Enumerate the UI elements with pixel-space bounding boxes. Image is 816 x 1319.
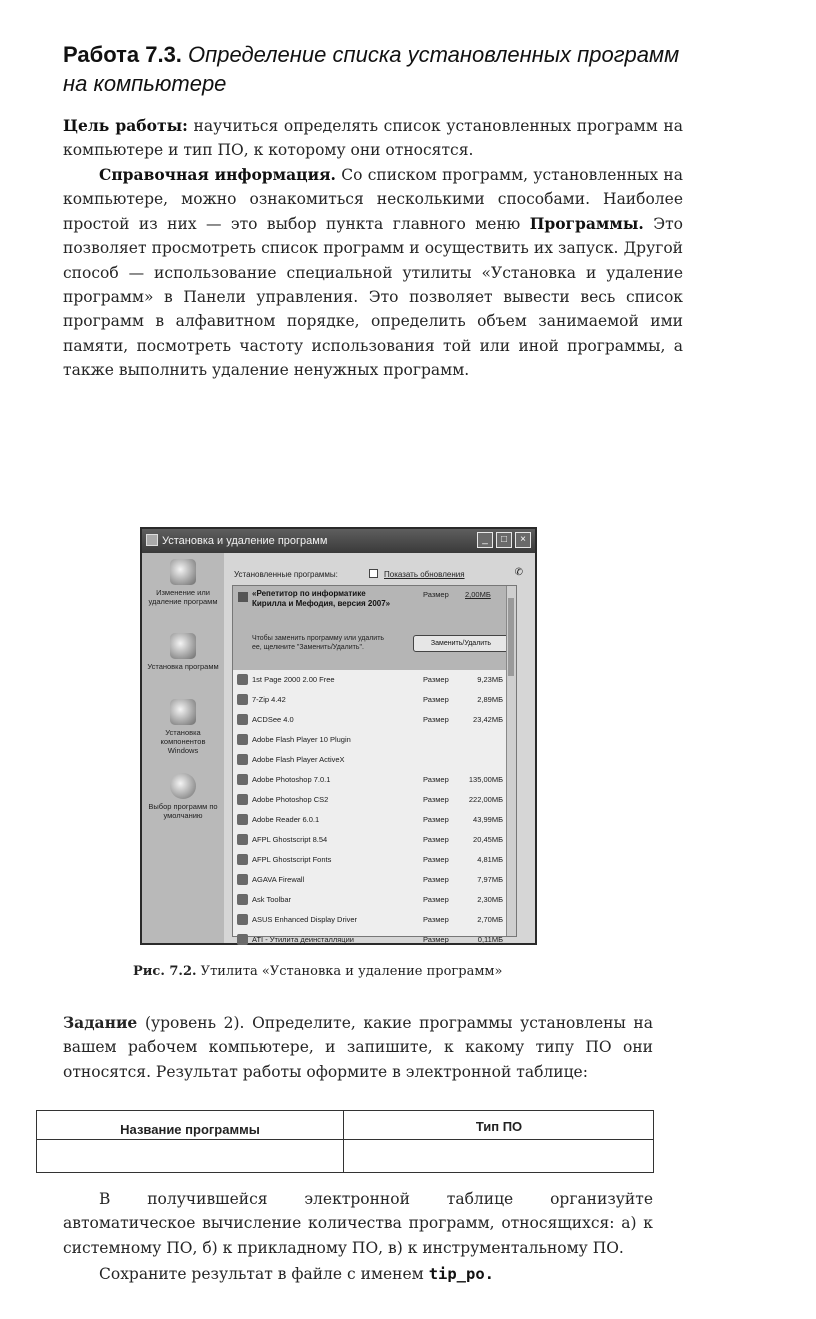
program-size-label: Размер	[423, 875, 449, 884]
figure-caption	[133, 964, 503, 979]
program-size-label: Размер	[423, 815, 449, 824]
program-size: 2,70МБ	[477, 915, 503, 924]
program-size-label: Размер	[423, 895, 449, 904]
program-name: Adobe Flash Player 10 Plugin	[252, 735, 351, 744]
program-icon	[237, 734, 248, 745]
sidebar-item-label: Выбор программ по умолчанию	[148, 802, 218, 820]
program-icon	[237, 714, 248, 725]
program-icon	[237, 674, 248, 685]
goal-paragraph	[63, 114, 683, 163]
maximize-button[interactable]: □	[496, 532, 512, 548]
list-scrollbar[interactable]	[506, 586, 516, 936]
program-size-label: Размер	[423, 695, 449, 704]
save-filename: tip_po.	[428, 1265, 495, 1283]
programs-list[interactable]	[232, 585, 517, 944]
program-type-table	[36, 1110, 654, 1173]
sidebar-item-label: Установка компонентов Windows	[160, 728, 206, 755]
default-programs-icon	[170, 773, 196, 799]
program-size: 2,30МБ	[477, 895, 503, 904]
help-icon[interactable]: ✆	[514, 567, 523, 578]
sidebar-item-change-remove[interactable]	[142, 559, 224, 606]
window-titlebar	[142, 529, 535, 553]
program-size: 9,23МБ	[477, 675, 503, 684]
program-icon	[238, 592, 248, 602]
after-table-paragraph: В получившейся электронной таблице организуйте автоматическое вычисление количества программ, относящихся: а) к системному ПО, б) к прикладному ПО, в) к инструментальному ПО.	[63, 1190, 653, 1257]
program-name: ACDSee 4.0	[252, 715, 294, 724]
program-name: 1st Page 2000 2.00 Free	[252, 675, 335, 684]
program-size-label: Размер	[423, 915, 449, 924]
program-size: 222,00МБ	[468, 795, 503, 804]
list-toolbar	[224, 553, 535, 585]
program-icon	[237, 934, 248, 945]
table-divider	[37, 1139, 653, 1140]
window-sidebar	[142, 553, 224, 943]
program-icon	[237, 834, 248, 845]
table-row[interactable]	[233, 690, 516, 710]
program-size-label: Размер	[423, 715, 449, 724]
table-row[interactable]	[233, 910, 516, 930]
minimize-button[interactable]: _	[477, 532, 493, 548]
program-name: AFPL Ghostscript Fonts	[252, 855, 332, 864]
program-icon	[237, 774, 248, 785]
close-button[interactable]: ×	[515, 532, 531, 548]
windows-components-icon	[170, 699, 196, 725]
table-row[interactable]	[233, 850, 516, 870]
task-label: Задание	[63, 1013, 138, 1032]
program-icon	[237, 794, 248, 805]
selected-hint: Чтобы заменить программу или удалить ее, щелкните "Заменить/Удалить".	[252, 635, 385, 651]
task-text: (уровень 2). Определите, какие программы установлены на вашем рабочем компьютере, и запишите, к какому типу ПО они относятся. Результат работы оформите в электронной таблице:	[63, 1014, 653, 1081]
program-name: AFPL Ghostscript 8.54	[252, 835, 328, 844]
program-size-label: Размер	[423, 795, 449, 804]
change-remove-button[interactable]: Заменить/Удалить	[413, 635, 509, 652]
programs-box-icon	[170, 559, 196, 585]
program-icon	[237, 854, 248, 865]
figure-label: Рис. 7.2.	[133, 964, 197, 979]
program-size-label: Размер	[423, 935, 449, 944]
reference-paragraph	[63, 163, 683, 383]
reference-text-1: Со списком программ, установленных на компьютере, можно ознакомиться несколькими способами. Наиболее простой из них — это выбор пункта главного меню	[63, 166, 683, 233]
program-icon	[237, 874, 248, 885]
reference-text-2: Это позволяет просмотреть список программ и осуществить их запуск. Другой способ — использование специальной утилиты «Установка и удаление программ» в Панели управления. Это позволяет вывести весь список программ в алфавитном порядке, определить объем занимаемой ими памяти, посмотреть частоту использования той или иной программы, а также выполнить удаление ненужных программ.	[63, 214, 683, 380]
program-name: Adobe Photoshop 7.0.1	[252, 775, 331, 784]
table-divider	[343, 1111, 344, 1172]
save-text: Сохраните результат в файле с именем	[99, 1265, 424, 1283]
program-name: Adobe Reader 6.0.1	[252, 815, 320, 824]
selected-size: 2,00МБ	[465, 590, 491, 599]
app-icon	[146, 534, 158, 546]
work-title: Определение списка установленных программ на компьютере	[63, 42, 680, 96]
add-remove-programs-window	[140, 527, 537, 945]
table-row[interactable]	[233, 930, 516, 950]
program-icon	[237, 914, 248, 925]
selected-size-label: Размер	[423, 590, 449, 599]
program-name: ASUS Enhanced Display Driver	[252, 915, 358, 924]
installed-programs-label: Установленные программы:	[234, 570, 338, 579]
sidebar-item-label: Установка программ	[147, 662, 219, 671]
task-paragraph	[63, 1011, 653, 1084]
save-paragraph	[63, 1262, 653, 1286]
work-number: Работа 7.3.	[63, 42, 182, 67]
sidebar-item-add-programs[interactable]	[142, 633, 224, 671]
program-name: Ask Toolbar	[252, 895, 292, 904]
program-size: 23,42МБ	[473, 715, 503, 724]
table-row[interactable]	[233, 730, 516, 750]
program-size: 135,00МБ	[468, 775, 503, 784]
program-size: 0,11МБ	[477, 935, 503, 944]
program-size: 2,89МБ	[477, 695, 503, 704]
program-name: ATI - Утилита деинсталляции	[252, 935, 354, 944]
sidebar-item-label: Изменение или удаление программ	[148, 588, 218, 606]
window-title: Установка и удаление программ	[162, 535, 328, 547]
table-header-program-name: Название программы	[120, 1122, 260, 1137]
program-icon	[237, 694, 248, 705]
goal-text: научиться определять список установленных программ на компьютере и тип ПО, к которому они относятся.	[63, 117, 683, 160]
program-name: Adobe Flash Player ActiveX	[252, 755, 345, 764]
show-updates-checkbox[interactable]	[369, 569, 378, 578]
table-row[interactable]	[233, 870, 516, 890]
table-row[interactable]	[233, 890, 516, 910]
show-updates-label: Показать обновления	[384, 570, 465, 579]
table-row[interactable]	[233, 790, 516, 810]
program-name: 7-Zip 4.42	[252, 695, 286, 704]
reference-menu-item: Программы.	[529, 213, 644, 233]
window-content	[224, 553, 535, 943]
sidebar-item-default-programs[interactable]	[142, 773, 224, 820]
program-icon	[237, 894, 248, 905]
table-row[interactable]	[233, 670, 516, 690]
program-name: Adobe Photoshop CS2	[252, 795, 329, 804]
program-size-label: Размер	[423, 855, 449, 864]
goal-label: Цель работы:	[63, 116, 188, 135]
program-name: AGAVA Firewall	[252, 875, 305, 884]
table-row[interactable]	[233, 770, 516, 790]
reference-label: Справочная информация.	[99, 165, 336, 184]
work-heading	[63, 40, 703, 98]
table-row[interactable]	[233, 750, 516, 770]
program-icon	[237, 754, 248, 765]
table-row[interactable]	[233, 710, 516, 730]
selected-program-name: «Репетитор по информатике Кирилла и Мефодия, версия 2007»	[252, 589, 391, 608]
program-size-label: Размер	[423, 775, 449, 784]
program-size: 20,45МБ	[473, 835, 503, 844]
program-size-label: Размер	[423, 675, 449, 684]
table-header-software-type: Тип ПО	[475, 1119, 523, 1134]
table-row[interactable]	[233, 830, 516, 850]
program-size: 7,97МБ	[477, 875, 503, 884]
table-row[interactable]	[233, 810, 516, 830]
sidebar-item-windows-components[interactable]	[142, 699, 224, 755]
program-icon	[237, 814, 248, 825]
program-size: 4,81МБ	[477, 855, 503, 864]
figure-caption-text: Утилита «Установка и удаление программ»	[200, 964, 503, 979]
program-size: 43,99МБ	[473, 815, 503, 824]
selected-program[interactable]	[233, 586, 516, 670]
add-program-icon	[170, 633, 196, 659]
scrollbar-thumb[interactable]	[508, 598, 514, 676]
program-size-label: Размер	[423, 835, 449, 844]
